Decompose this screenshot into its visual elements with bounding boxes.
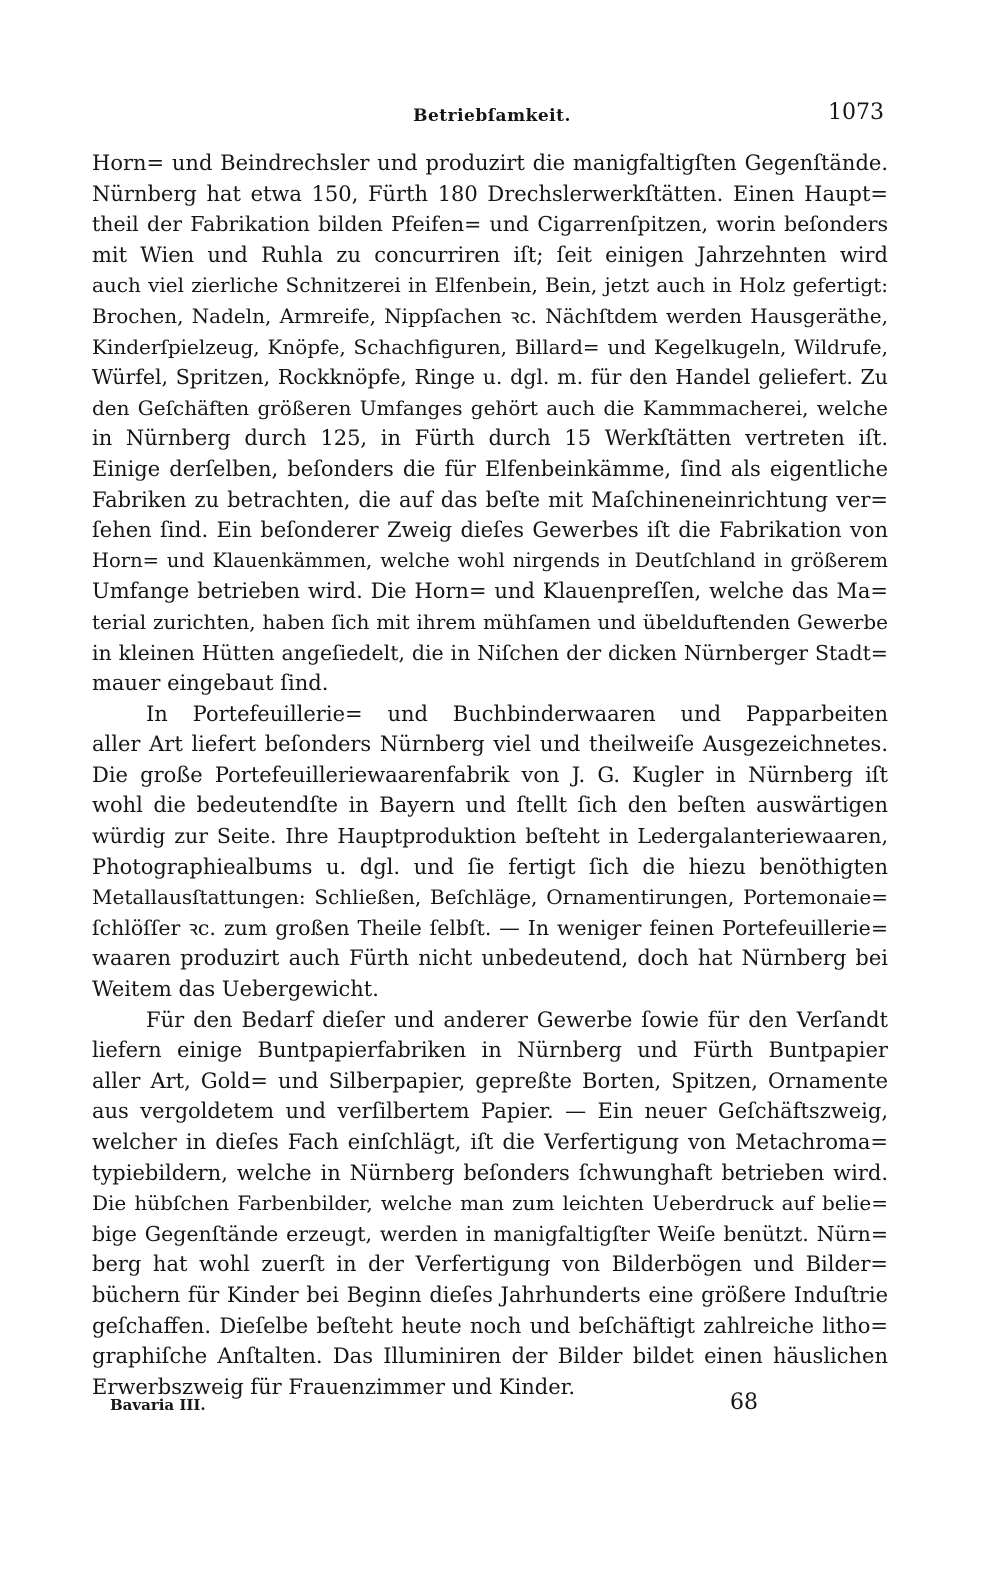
text-line: In Portefeuillerie= und Buchbinderwaaren und Papparbeiten — [146, 701, 888, 726]
text-line: terial zurichten, haben ſich mit ihrem mühſamen und übelduftenden Gewerbe — [92, 609, 888, 634]
body-text — [92, 148, 888, 1402]
sheet-number: 68 — [730, 1390, 758, 1415]
page-footer — [110, 1390, 890, 1430]
text-line: aller Art liefert beſonders Nürnberg viel und theilweiſe Ausgezeichnetes. — [92, 732, 888, 757]
text-line: Weitem das Uebergewicht. — [92, 977, 379, 1002]
text-line: Die hübſchen Farbenbilder, welche man zum leichten Ueberdruck auf belie= — [92, 1191, 888, 1216]
text-line: büchern für Kinder bei Beginn dieſes Jahrhunderts eine größere Induſtrie — [92, 1282, 888, 1307]
text-line: theil der Fabrikation bilden Pfeifen= und Cigarrenſpitzen, worin beſonders — [92, 212, 888, 237]
text-line: in Nürnberg durch 125, in Fürth durch 15 Werkſtätten vertreten iſt. — [92, 426, 888, 451]
text-line: typiebildern, welche in Nürnberg beſonders ſchwunghaft betrieben wird. — [92, 1160, 888, 1185]
text-line: Kinderſpielzeug, Knöpfe, Schachfiguren, Billard= und Kegelkugeln, Wildrufe, — [92, 334, 888, 359]
text-line: Würfel, Spritzen, Rockknöpfe, Ringe u. dgl. m. für den Handel geliefert. Zu — [92, 365, 888, 390]
text-line: mit Wien und Ruhla zu concurriren iſt; ſeit einigen Jahrzehnten wird — [92, 242, 888, 267]
text-line: Horn= und Klauenkämmen, welche wohl nirgends in Deutſchland in größerem — [92, 548, 888, 572]
text-line: aus vergoldetem und verſilbertem Papier. — Ein neuer Geſchäftszweig, — [92, 1099, 888, 1124]
text-line: den Geſchäften größeren Umfanges gehört auch die Kammmacherei, welche — [92, 395, 888, 420]
text-line: liefern einige Buntpapierfabriken in Nürnberg und Fürth Buntpapier — [92, 1038, 888, 1063]
text-line: auch viel zierliche Schnitzerei in Elfenbein, Bein, jetzt auch in Holz gefertigt: — [92, 273, 888, 298]
text-line: mauer eingebaut ſind. — [92, 671, 329, 696]
running-title: Betriebſamkeit. — [413, 106, 571, 126]
text-line: in kleinen Hütten angeſiedelt, die in Niſchen der dicken Nürnberger Stadt= — [92, 640, 888, 665]
text-line: Umfange betrieben wird. Die Horn= und Klauenpreſſen, welche das Ma= — [92, 579, 888, 604]
text-line: aller Art, Gold= und Silberpapier, gepreßte Borten, Spitzen, Ornamente — [92, 1068, 888, 1093]
text-line: Erwerbszweig für Frauenzimmer und Kinder. — [92, 1374, 576, 1399]
running-head — [92, 100, 892, 140]
text-line: Fabriken zu betrachten, die auf das beſte mit Maſchineneinrichtung ver= — [92, 487, 888, 512]
text-line: Photographiealbums u. dgl. und ſie fertigt ſich die hiezu benöthigten — [92, 854, 888, 879]
text-line: welcher in dieſes Fach einſchlägt, iſt die Verfertigung von Metachroma= — [92, 1130, 888, 1154]
text-line: Nürnberg hat etwa 150, Fürth 180 Drechslerwerkſtätten. Einen Haupt= — [92, 181, 888, 206]
text-line: Horn= und Beindrechsler und produzirt die manigfaltigſten Gegenſtände. — [92, 151, 888, 175]
text-line: Brochen, Nadeln, Armreife, Nippſachen ꝛc. Nächſtdem werden Hausgeräthe, — [92, 303, 888, 328]
text-line: Einige derſelben, beſonders die für Elfenbeinkämme, ſind als eigentliche — [92, 456, 888, 481]
text-line: waaren produzirt auch Fürth nicht unbedeutend, doch hat Nürnberg bei — [92, 946, 888, 971]
text-line: berg hat wohl zuerſt in der Verfertigung von Bilderbögen und Bilder= — [92, 1252, 888, 1277]
text-line: ſchlöſſer ꝛc. zum großen Theile ſelbſt. — In weniger feinen Portefeuillerie= — [92, 915, 888, 940]
printer-signature: Bavaria III. — [110, 1396, 206, 1414]
text-line: Für den Bedarf dieſer und anderer Gewerbe ſowie für den Verſandt — [146, 1007, 888, 1032]
text-line: graphiſche Anſtalten. Das Illuminiren der Bilder bildet einen häuslichen — [92, 1344, 888, 1369]
text-line: geſchaffen. Dieſelbe beſteht heute noch und beſchäftigt zahlreiche litho= — [92, 1313, 888, 1338]
text-line: ſehen ſind. Ein beſonderer Zweig dieſes Gewerbes iſt die Fabrikation von — [92, 518, 888, 543]
text-line: bige Gegenſtände erzeugt, werden in manigfaltigſter Weiſe benützt. Nürn= — [92, 1221, 888, 1246]
page-number: 1073 — [828, 100, 884, 125]
text-line: Metallausſtattungen: Schließen, Beſchläge, Ornamentirungen, Portemonaie= — [92, 885, 888, 910]
text-line: wohl die bedeutendſte in Bayern und ſtellt ſich den beſten auswärtigen — [92, 793, 888, 818]
text-line: würdig zur Seite. Ihre Hauptproduktion beſteht in Ledergalanteriewaaren, — [92, 824, 888, 849]
text-line: Die große Portefeuilleriewaarenfabrik von J. G. Kugler in Nürnberg iſt — [92, 762, 888, 787]
